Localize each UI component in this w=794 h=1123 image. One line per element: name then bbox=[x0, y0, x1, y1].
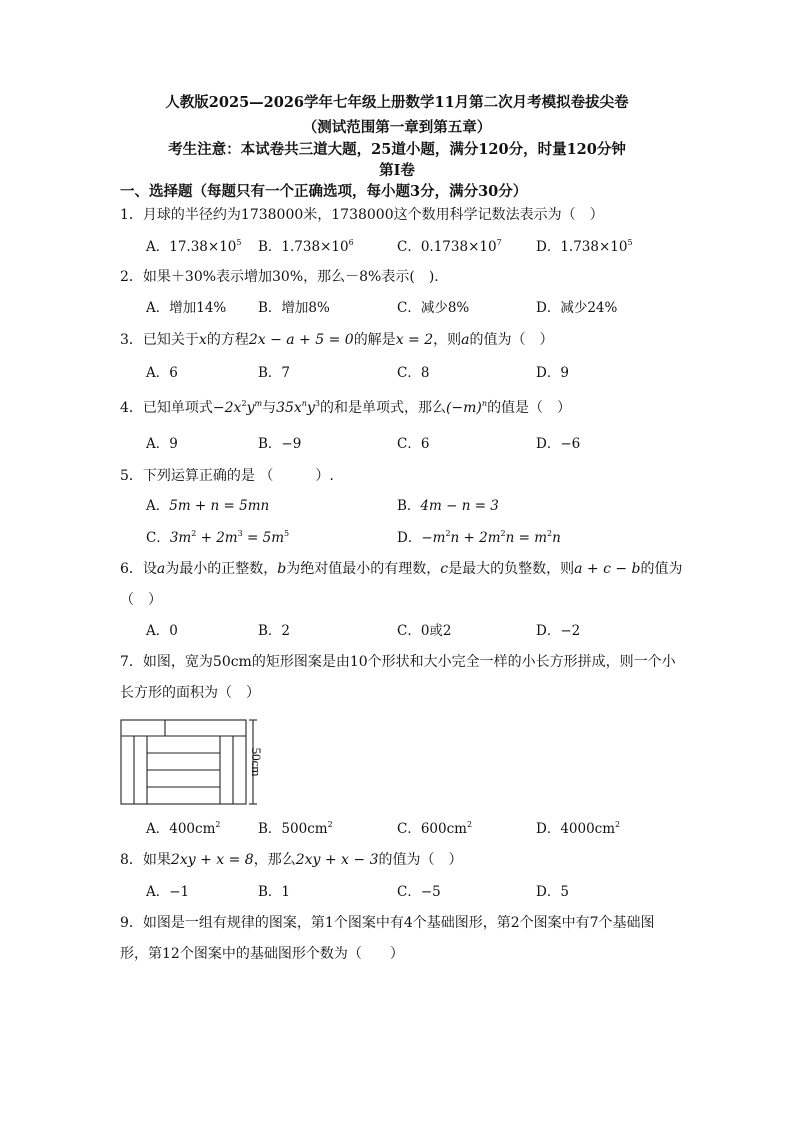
option-a: A．$17.38\times 10^5$ bbox=[146, 238, 242, 255]
question-6-options bbox=[0, 622, 794, 640]
question-5-options-cd bbox=[0, 529, 794, 547]
question-9-line-2: 形，第12个图案中的基础图形个数为（ ） bbox=[120, 946, 404, 962]
option-d: D．$-m^2n + 2m^2n = m^2n$ bbox=[397, 529, 561, 546]
question-5: 5．下列运算正确的是 （ ）. bbox=[120, 468, 334, 484]
question-7-line-1: 7．如图，宽为50cm的矩形图案是由10个形状和大小完全一样的小长方形拼成，则一个小 bbox=[120, 654, 676, 670]
option-b: B．4m − n = 3 bbox=[397, 498, 499, 514]
question-4: 4．已知单项式$-2x^2y^m$与$35x^ny^3$的和是单项式，那么$(-m)^n$的值是（ ） bbox=[120, 399, 572, 416]
question-9-line-1: 9．如图是一组有规律的图案，第1个图案中有4个基础图形，第2个图案中有7个基础图 bbox=[120, 915, 655, 931]
question-2-options bbox=[0, 299, 794, 317]
option-b: B．增加8% bbox=[258, 300, 330, 316]
option-a: A．$400cm^2$ bbox=[146, 820, 221, 837]
question-8-options bbox=[0, 883, 794, 901]
question-6-blank: （ ） bbox=[120, 592, 162, 608]
question-3-options bbox=[0, 364, 794, 382]
outer-rectangle bbox=[121, 720, 246, 804]
option-c: C．$0.1738\times 10^7$ bbox=[397, 238, 502, 255]
option-a: A．增加14% bbox=[146, 300, 227, 316]
question-8: 8．如果2xy + x = 8，那么2xy + x − 3的值为（ ） bbox=[120, 852, 463, 868]
option-c: C．减少8% bbox=[397, 300, 470, 316]
question-2: 2．如果＋30%表示增加30%，那么－8%表示( ). bbox=[120, 269, 439, 285]
question-7-options bbox=[0, 820, 794, 838]
option-d: D．9 bbox=[536, 365, 569, 381]
option-a: A．5m + n = 5mn bbox=[146, 498, 270, 514]
option-d: D．−6 bbox=[536, 436, 581, 452]
option-d: D．$4000cm^2$ bbox=[536, 820, 621, 837]
option-d: D．$1.738\times 10^5$ bbox=[536, 238, 633, 255]
question-5-options-ab bbox=[0, 497, 794, 515]
option-a: A．9 bbox=[146, 436, 178, 452]
exam-notice: 考生注意：本试卷共三道大题，25道小题，满分120分，时量120分钟 bbox=[168, 141, 626, 158]
option-c: C．6 bbox=[397, 436, 430, 452]
option-b: B．−9 bbox=[258, 436, 302, 452]
question-1: 1．月球的半径约为1738000米，1738000这个数用科学记数法表示为（ ） bbox=[120, 207, 604, 223]
option-c: C．$600cm^2$ bbox=[397, 820, 473, 837]
question-4-options bbox=[0, 435, 794, 453]
option-a: A．0 bbox=[146, 623, 178, 639]
volume-label: 第Ⅰ卷 bbox=[379, 162, 415, 179]
option-b: B．$1.738\times 10^6$ bbox=[258, 238, 354, 255]
exam-scope: （测试范围第一章到第五章） bbox=[302, 119, 492, 136]
section-heading: 一、选择题（每题只有一个正确选项，每小题3分，满分30分） bbox=[120, 183, 528, 200]
option-d: D．5 bbox=[536, 884, 569, 900]
option-a: A．6 bbox=[146, 365, 178, 381]
rectangle-figure bbox=[120, 719, 264, 807]
exam-title: 人教版2025—2026学年七年级上册数学11月第二次月考模拟卷拔尖卷 bbox=[165, 94, 629, 111]
option-c: C．8 bbox=[397, 365, 430, 381]
question-7-line-2: 长方形的面积为（ ） bbox=[120, 685, 260, 701]
option-c: C．−5 bbox=[397, 884, 441, 900]
option-b: B．2 bbox=[258, 623, 291, 639]
option-b: B．1 bbox=[258, 884, 291, 900]
question-3: 3．已知关于x的方程2x − a + 5 = 0的解是x = 2，则a的值为（ ） bbox=[120, 332, 554, 348]
option-d: D．减少24% bbox=[536, 300, 618, 316]
dimension-label: 50cm bbox=[249, 747, 264, 777]
option-b: B．$500cm^2$ bbox=[258, 820, 333, 837]
question-6: 6．设a为最小的正整数，b为绝对值最小的有理数，c是最大的负整数，则a + c − b的值为 bbox=[120, 561, 683, 577]
question-1-options bbox=[0, 238, 794, 256]
option-c: C．0或2 bbox=[397, 623, 452, 639]
option-b: B．7 bbox=[258, 365, 291, 381]
option-c: C．$3m^2 + 2m^3 = 5m^5$ bbox=[146, 529, 290, 546]
option-a: A．−1 bbox=[146, 884, 190, 900]
option-d: D．−2 bbox=[536, 623, 581, 639]
